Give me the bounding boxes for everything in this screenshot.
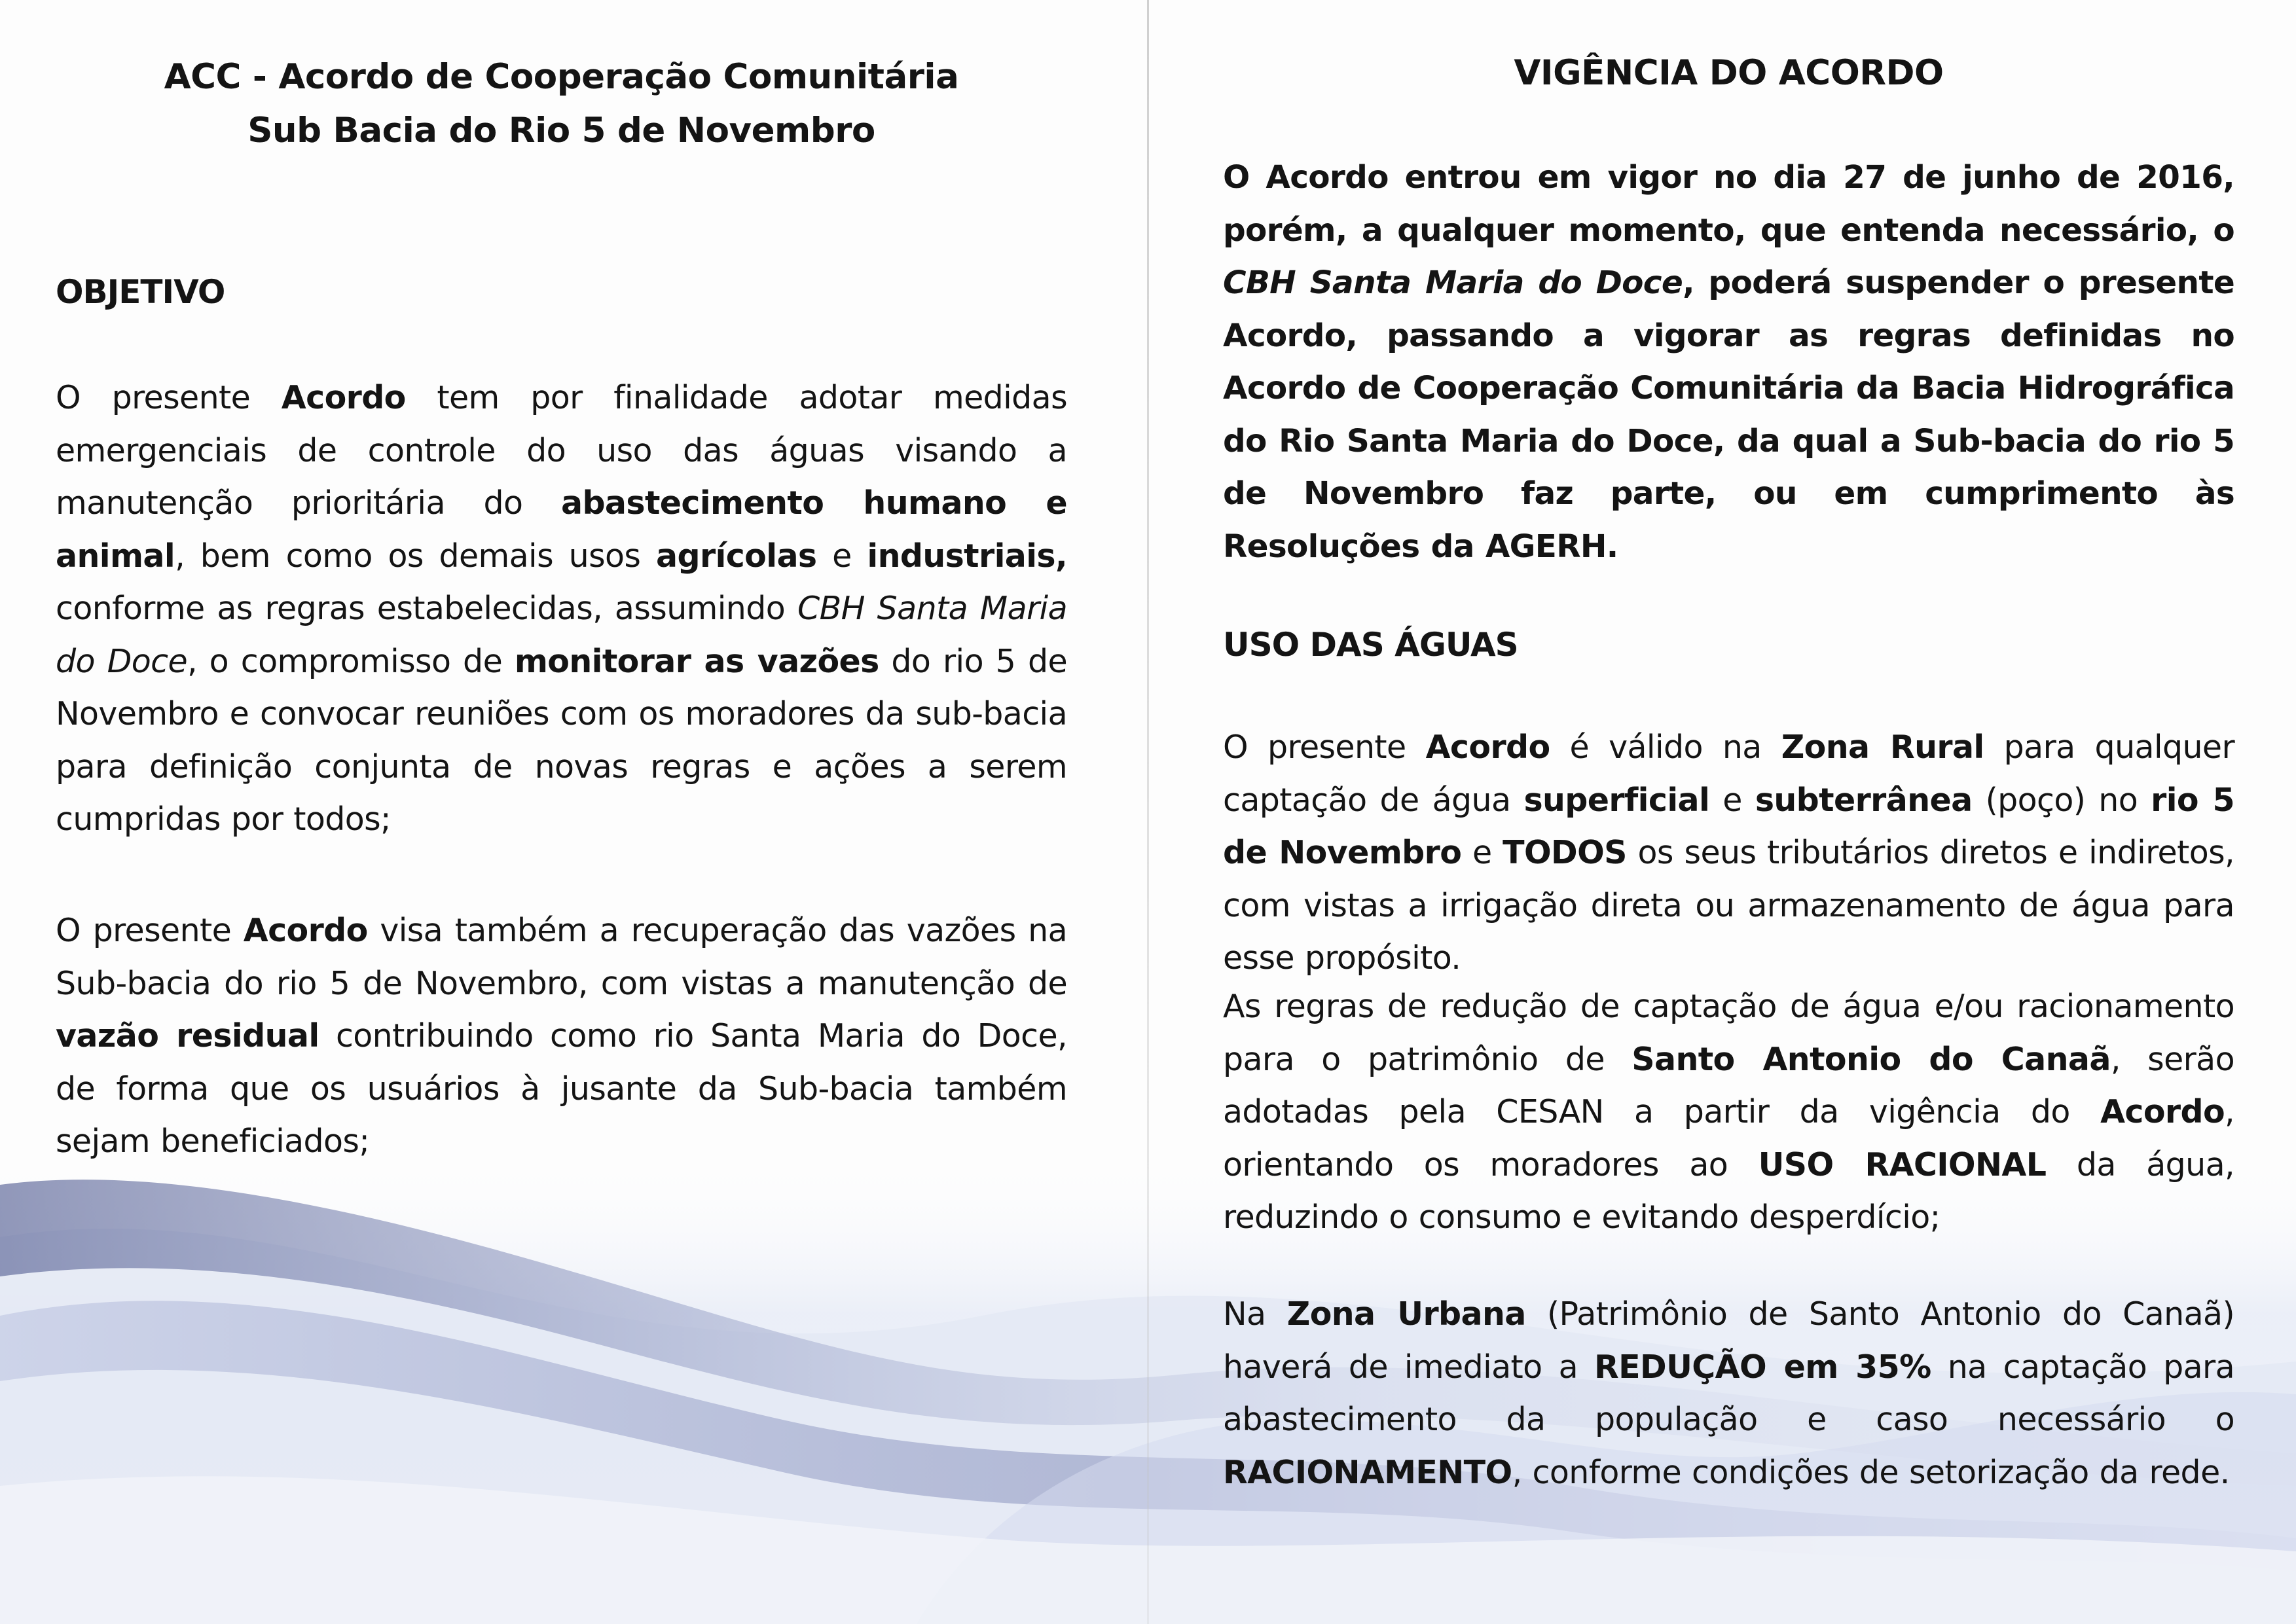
- right-panel: [1223, 0, 2234, 1624]
- objetivo-paragraph-1: O presente Acordo tem por finalidade adotar medidas emergenciais de controle do uso das águas visando a manutenção prioritária do abastecimento humano e animal, bem como os demais usos agrícolas e industriais, conforme as regras estabelecidas, assumindo CBH Santa Maria do Doce, o compromisso de monitorar as vazões do rio 5 de Novembro e convocar reuniões com os moradores da sub-bacia para definição conjunta de novas regras e ações a serem cumpridas por todos;: [56, 379, 1068, 838]
- acordo-subtitle: Sub Bacia do Rio 5 de Novembro: [247, 111, 875, 151]
- acordo-title: ACC - Acordo de Cooperação Comunitária: [164, 57, 959, 97]
- objetivo-paragraph-2: O presente Acordo visa também a recuperação das vazões na Sub-bacia do rio 5 de Novembro, com vistas a manutenção de vazão residual contribuindo como rio Santa Maria do Doce, de forma que os usuários à jusante da Sub-bacia também sejam beneficiados;: [56, 912, 1067, 1160]
- uso-paragraph-1: O presente Acordo é válido na Zona Rural para qualquer captação de água superficial e subterrânea (poço) no rio 5 de Novembro e TODOS os seus tributários diretos e indiretos, com vistas a irrigação direta ou armazenamento de água para esse propósito.: [1223, 729, 2235, 977]
- uso-das-aguas-heading: USO DAS ÁGUAS: [1223, 626, 1518, 664]
- fold-line: [1147, 0, 1149, 1624]
- vigencia-paragraph: O Acordo entrou em vigor no dia 27 de junho de 2016, porém, a qualquer momento, que entenda necessário, o CBH Santa Maria do Doce, poderá suspender o presente Acordo, passando a vigorar as regras definidas no Acordo de Cooperação Comunitária da Bacia Hidrográfica do Rio Santa Maria do Doce, da qual a Sub-bacia do rio 5 de Novembro faz parte, ou em cumprimento às Resoluções da AGERH.: [1223, 159, 2235, 565]
- left-panel: [56, 0, 1067, 1624]
- uso-paragraph-3: Na Zona Urbana (Patrimônio de Santo Antonio do Canaã) haverá de imediato a REDUÇÃO em 35% na captação para abastecimento da população e caso necessário o RACIONAMENTO, conforme condições de setorização da rede.: [1223, 1295, 2235, 1491]
- uso-paragraph-2: As regras de redução de captação de água e/ou racionamento para o patrimônio de Santo Antonio do Canaã, serão adotadas pela CESAN a partir da vigência do Acordo, orientando os moradores ao USO RACIONAL da água, reduzindo o consumo e evitando desperdício;: [1223, 988, 2235, 1236]
- vigencia-title: VIGÊNCIA DO ACORDO: [1514, 53, 1944, 93]
- objetivo-heading: OBJETIVO: [56, 273, 225, 311]
